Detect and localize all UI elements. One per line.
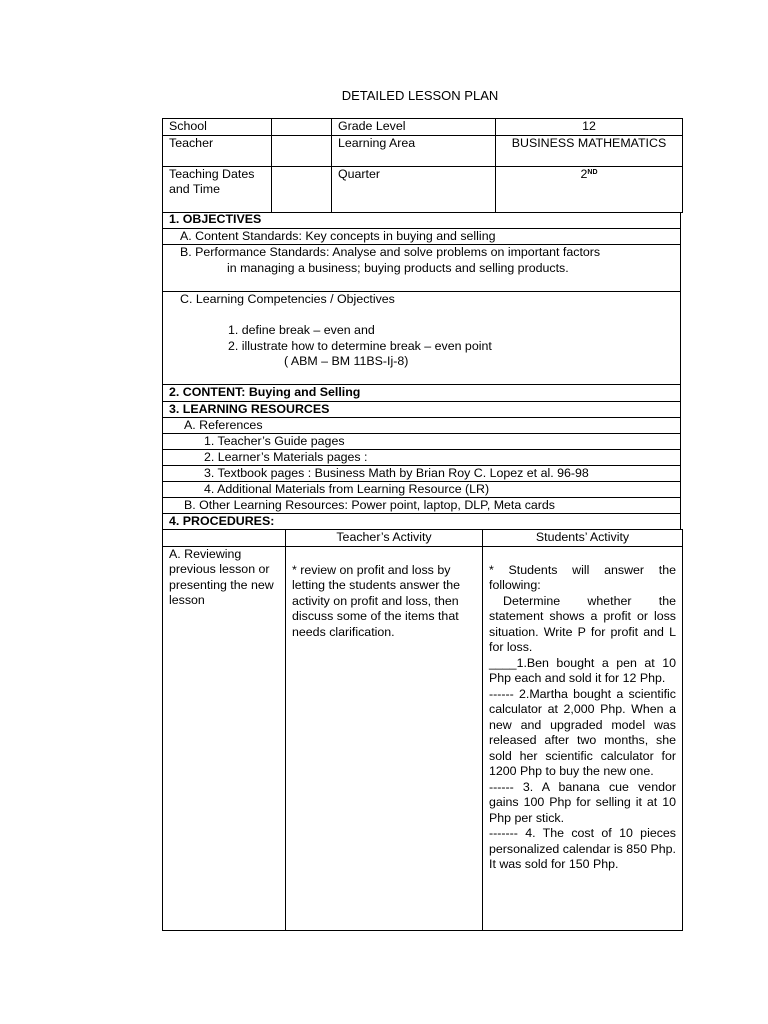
competencies-row [162, 292, 681, 385]
procedures-heading-row [162, 514, 681, 530]
reference-4: 4. Additional Materials from Learning Resource (LR) [204, 482, 490, 496]
reference-row [162, 434, 681, 450]
reference-row [162, 450, 681, 466]
other-resources: B. Other Learning Resources: Power point, laptop, DLP, Meta cards [184, 498, 555, 512]
teacher-activity-header: Teacher’s Activity [286, 530, 483, 547]
reference-row [162, 482, 681, 498]
dates-label: Teaching Dates and Time [163, 166, 272, 212]
student-item-2: ------ 2.Martha bought a scientific calculator at 2,000 Php. When a new and upgraded model was released after two months, she sold her scientific calculator for 1200 Php to buy the new one. [489, 686, 676, 778]
content-heading: 2. CONTENT: Buying and Selling [169, 385, 361, 399]
performance-standards-line2: in managing a business; buying products and selling products. [227, 261, 569, 275]
document-title: DETAILED LESSON PLAN [341, 88, 499, 103]
teacher-activity-cell: * review on profit and loss by letting the students answer the activity on profit and loss, then discuss some of the items that needs clarification. [286, 546, 483, 930]
objectives-heading: 1. OBJECTIVES [169, 212, 262, 226]
resources-heading: 3. LEARNING RESOURCES [169, 402, 330, 416]
student-item-1: ____1.Ben bought a pen at 10 Php each and sold it for 12 Php. [489, 655, 676, 685]
reference-2: 2. Learner’s Materials pages : [204, 450, 368, 464]
quarter-label: Quarter [332, 166, 496, 212]
competency-code: ( ABM – BM 11BS-Ij-8) [284, 354, 409, 368]
performance-standards-row [162, 245, 681, 292]
procedures-table [162, 529, 683, 931]
student-item-3: ------ 3. A banana cue vendor gains 100 Php for selling it at 10 Php per stick. [489, 779, 676, 825]
student-instructions: Determine whether the statement shows a profit or loss situation. Write P for profit and L for loss. [489, 593, 676, 654]
header-table [162, 118, 683, 213]
content-standards-row [162, 229, 681, 245]
procedures-heading: 4. PROCEDURES: [169, 514, 275, 528]
area-value: BUSINESS MATHEMATICS [496, 135, 683, 166]
references-label: A. References [184, 418, 263, 432]
reference-row [162, 466, 681, 482]
grade-label: Grade Level [332, 119, 496, 136]
teacher-label: Teacher [163, 135, 272, 166]
quarter-value: 2ND [496, 166, 683, 212]
school-value [272, 119, 332, 136]
reference-1: 1. Teacher’s Guide pages [204, 434, 345, 448]
school-label: School [163, 119, 272, 136]
students-activity-header: Students’ Activity [483, 530, 683, 547]
references-row [162, 418, 681, 434]
content-standards: A. Content Standards: Key concepts in buying and selling [180, 229, 496, 243]
teacher-value [272, 135, 332, 166]
resources-heading-row [162, 402, 681, 418]
content-row [162, 385, 681, 402]
competency-2: 2. illustrate how to determine break – even point [228, 339, 492, 353]
other-resources-row [162, 498, 681, 514]
procedures-step-header [163, 530, 286, 547]
quarter-suffix: ND [587, 168, 598, 176]
competency-1: 1. define break – even and [228, 323, 375, 337]
student-intro: * Students will answer the following: [489, 562, 676, 592]
student-item-4: ------- 4. The cost of 10 pieces personalized calendar is 850 Php. It was sold for 150 Php. [489, 826, 676, 871]
reference-3: 3. Textbook pages : Business Math by Brian Roy C. Lopez et al. 96-98 [204, 466, 589, 480]
dates-value [272, 166, 332, 212]
grade-value: 12 [496, 119, 683, 136]
area-label: Learning Area [332, 135, 496, 166]
students-activity-cell [483, 546, 683, 930]
competencies-heading: C. Learning Competencies / Objectives [180, 292, 395, 306]
objectives-heading-row [162, 212, 681, 229]
performance-standards-line1: B. Performance Standards: Analyse and solve problems on important factors [180, 245, 601, 259]
step-a-label: A. Reviewing previous lesson or presenting the new lesson [163, 546, 286, 930]
